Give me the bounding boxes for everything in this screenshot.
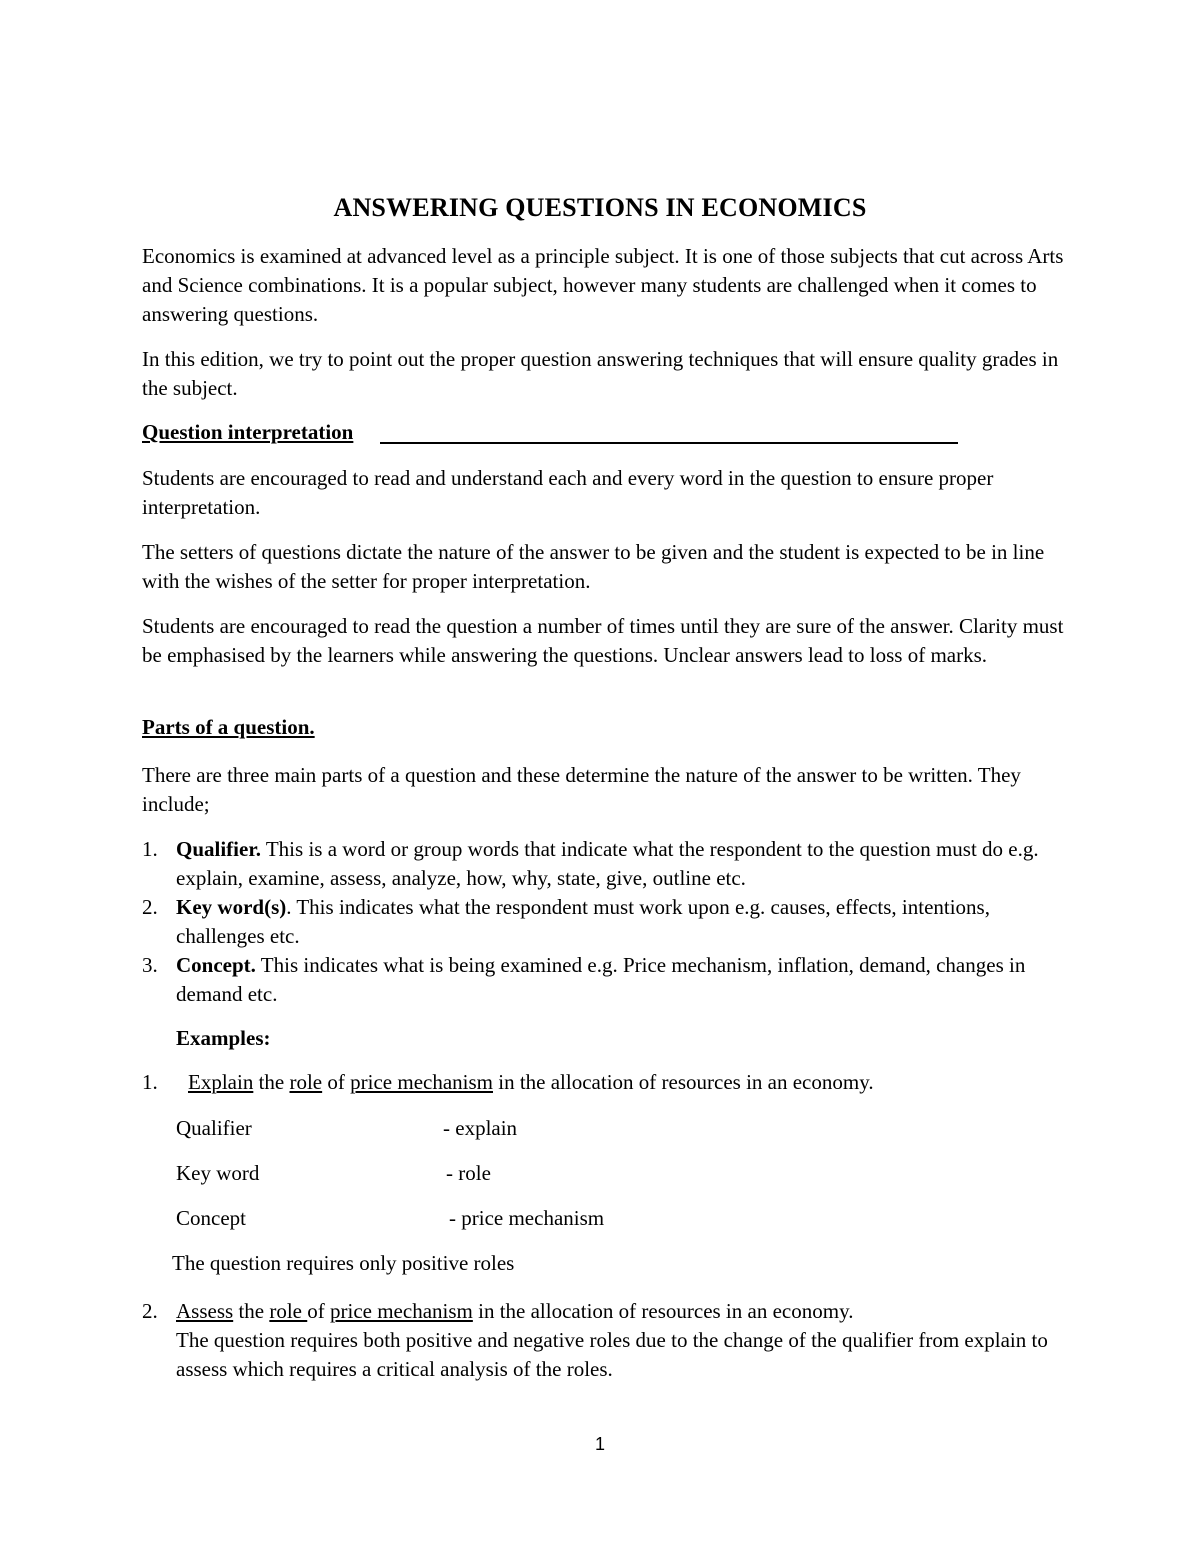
question-text: the (253, 1070, 290, 1094)
section-heading-parts: Parts of a question. (142, 715, 315, 739)
heading-underline (380, 442, 958, 444)
question-text: in the allocation of resources in an economy. (472, 1299, 854, 1323)
list-term: Qualifier. (176, 837, 261, 861)
example-note: The question requires only positive roles (172, 1251, 515, 1275)
list-text: This indicates what is being examined e.g. Price mechanism, inflation, demand, changes in demand etc. (176, 953, 1026, 1006)
parts-intro-paragraph: There are three main parts of a question and these determine the nature of the answer to be written. They include; (142, 763, 1021, 816)
question-text: of (322, 1070, 351, 1094)
list-term: Concept. (176, 953, 256, 977)
breakdown-value: - role (446, 1161, 491, 1185)
breakdown-label: Concept (176, 1206, 246, 1230)
list-text: . This indicates what the respondent must work upon e.g. causes, effects, intentions, challenges etc. (176, 895, 990, 948)
qualifier-word: Assess (176, 1299, 234, 1323)
list-term: Key word(s) (176, 895, 287, 919)
interpretation-paragraph-3: Students are encouraged to read the question a number of times until they are sure of the answer. Clarity must be emphasised by the learners while answering the questions. Unclear answers lead to loss of marks. (142, 614, 1064, 667)
intro-paragraph-1: Economics is examined at advanced level as a principle subject. It is one of those subjects that cut across Arts and Science combinations. It is a popular subject, however many students are challenged when it comes to answering questions. (142, 244, 1064, 326)
page-title: ANSWERING QUESTIONS IN ECONOMICS (333, 193, 867, 222)
example-note: The question requires both positive and negative roles due to the change of the qualifier from explain to assess which requires a critical analysis of the roles. (176, 1328, 1048, 1381)
interpretation-paragraph-2: The setters of questions dictate the nature of the answer to be given and the student is expected to be in line with the wishes of the setter for proper interpretation. (142, 540, 1045, 593)
intro-paragraph-2: In this edition, we try to point out the proper question answering techniques that will ensure quality grades in the subject. (142, 347, 1059, 400)
list-text: This is a word or group words that indicate what the respondent to the question must do e.g. explain, examine, assess, analyze, how, why, state, give, outline etc. (176, 837, 1039, 890)
key-word: role (269, 1299, 308, 1323)
page-number: 1 (594, 1434, 605, 1454)
concept-word: price mechanism (330, 1299, 473, 1323)
list-number: 1. (142, 1070, 158, 1094)
list-number: 1. (142, 837, 158, 861)
qualifier-word: Explain (188, 1070, 254, 1094)
question-text: in the allocation of resources in an economy. (493, 1070, 874, 1094)
list-number: 2. (142, 1299, 158, 1323)
breakdown-label: Key word (176, 1161, 260, 1185)
list-number: 3. (142, 953, 158, 977)
question-text: of (307, 1299, 330, 1323)
breakdown-label: Qualifier (176, 1116, 252, 1140)
key-word: role (289, 1070, 323, 1094)
section-heading-interpretation: Question interpretation (142, 420, 354, 444)
concept-word: price mechanism (350, 1070, 493, 1094)
breakdown-value: - price mechanism (449, 1206, 605, 1230)
question-text: the (233, 1299, 270, 1323)
interpretation-paragraph-1: Students are encouraged to read and understand each and every word in the question to ensure proper interpretation. (142, 466, 994, 519)
examples-label: Examples: (176, 1026, 271, 1050)
breakdown-value: - explain (443, 1116, 518, 1140)
list-number: 2. (142, 895, 158, 919)
